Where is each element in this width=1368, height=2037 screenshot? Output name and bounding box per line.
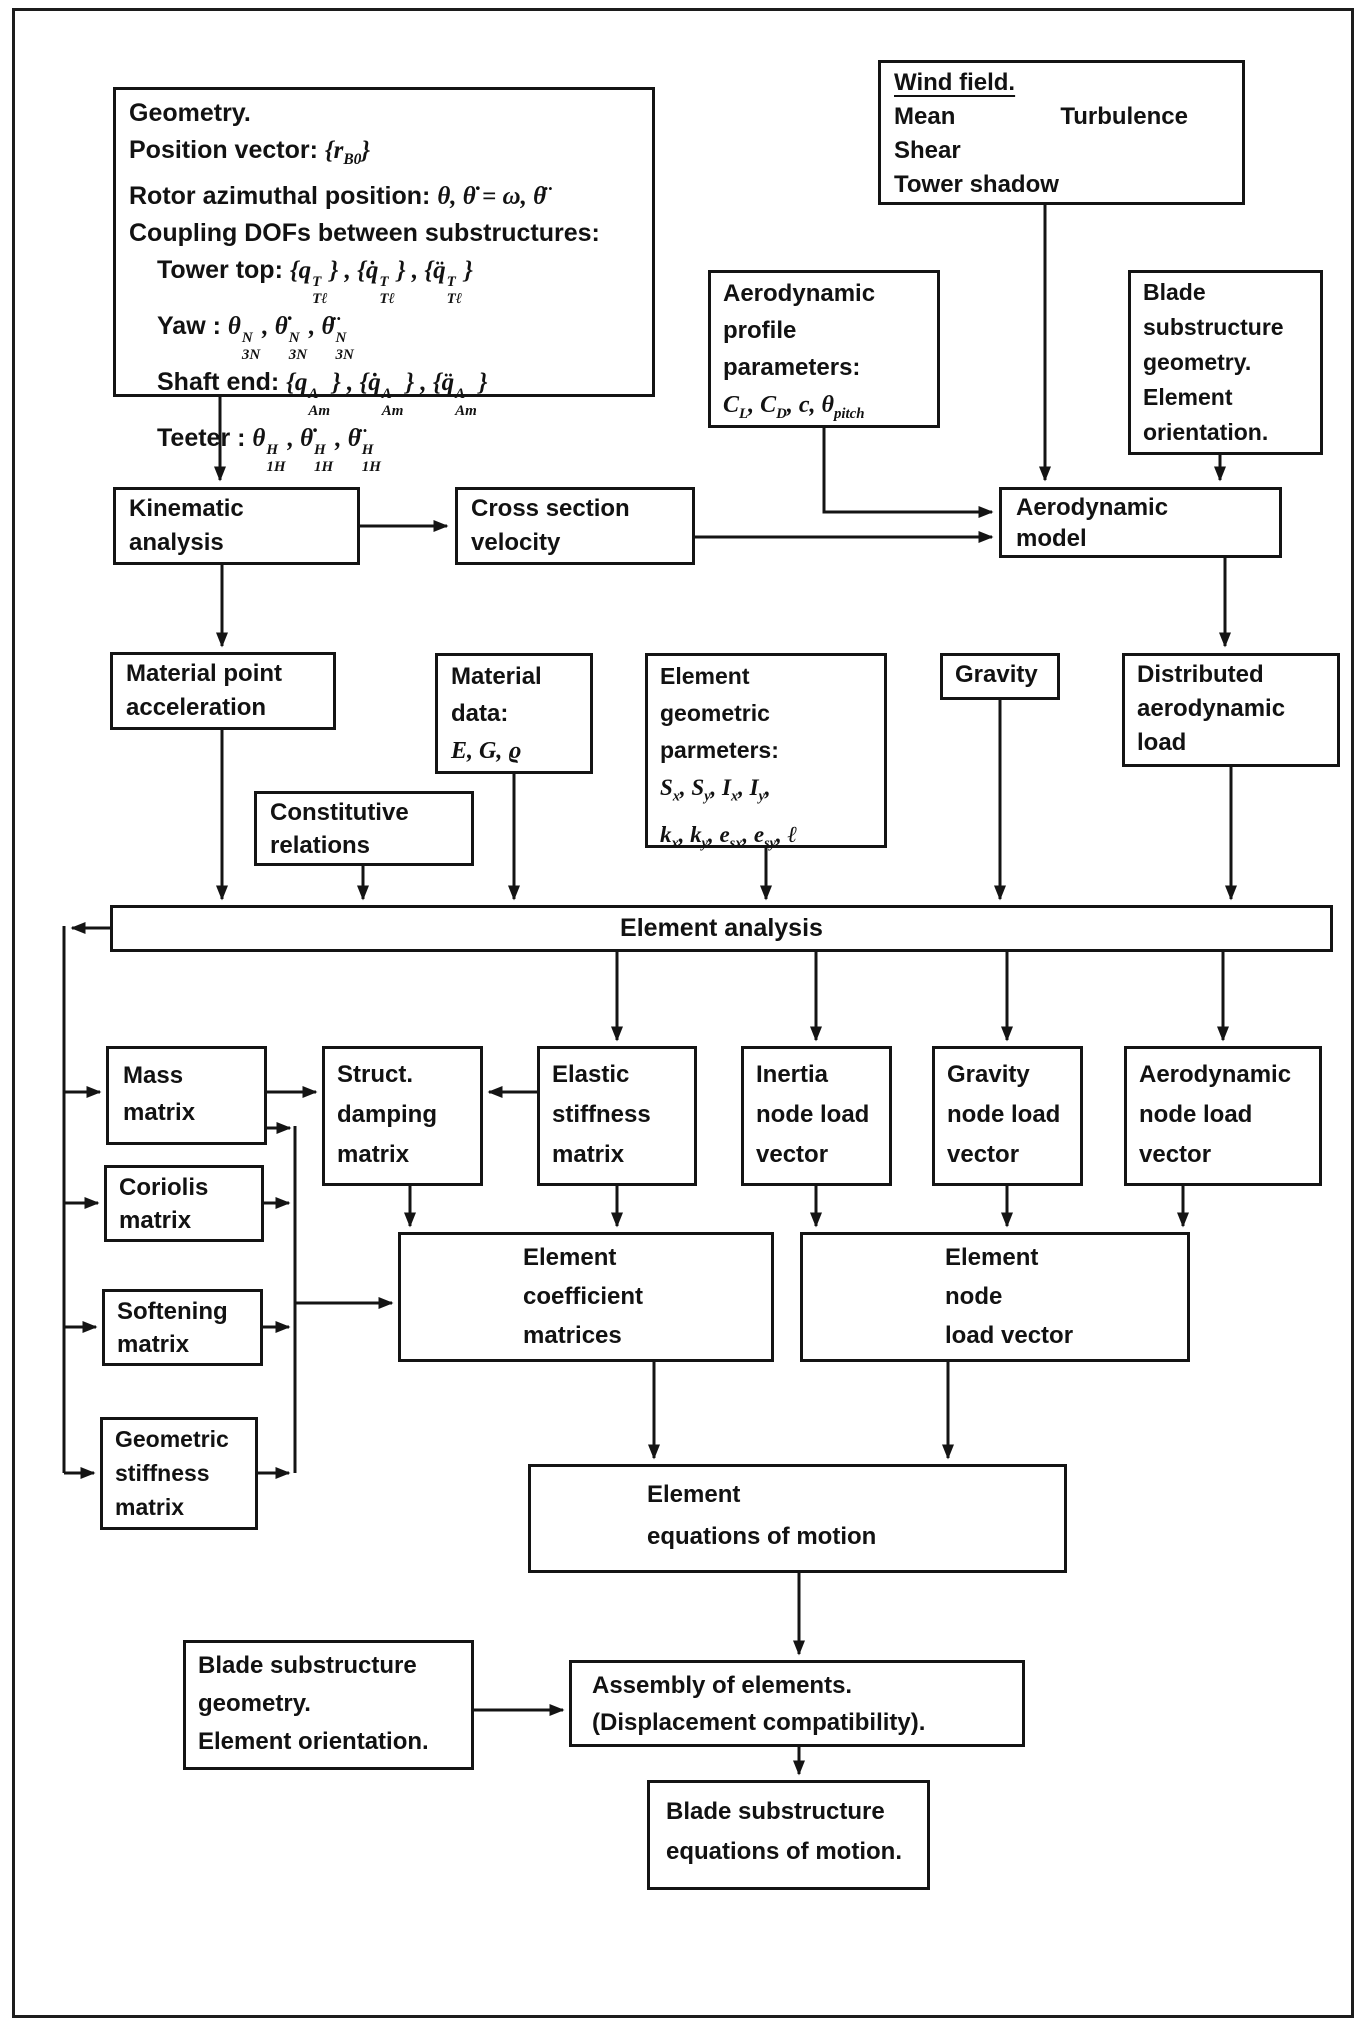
box-kinematic-analysis bbox=[113, 487, 360, 565]
elem-coeff-line: matrices bbox=[523, 1322, 622, 1349]
blade-sub-top-line: Blade bbox=[1143, 279, 1206, 305]
box-constitutive-relations bbox=[254, 791, 474, 866]
gravity-load-line: Gravity bbox=[947, 1061, 1030, 1088]
wind-field-shear: Shear bbox=[894, 137, 961, 164]
assembly-line: Assembly of elements. bbox=[592, 1672, 853, 1699]
struct-damping-line: Struct. bbox=[337, 1061, 414, 1088]
box-element-node-load-vector bbox=[800, 1232, 1190, 1362]
element-geo-line: $S_x$, $S_y$, $I_x$, $I_y$, bbox=[660, 775, 771, 805]
final-line: equations of motion. bbox=[666, 1838, 902, 1865]
elem-coeff-line: coefficient bbox=[523, 1283, 644, 1310]
box-blade-substructure-bottom bbox=[183, 1640, 474, 1770]
struct-damping-line: matrix bbox=[337, 1141, 410, 1168]
material-data-line: data: bbox=[451, 700, 509, 727]
elem-node-load-line: node bbox=[945, 1283, 1003, 1310]
aero-profile-line: parameters: bbox=[723, 354, 861, 381]
box-cross-section-velocity bbox=[455, 487, 695, 565]
wind-field-tower-shadow: Tower shadow bbox=[894, 171, 1059, 198]
geometry-line: Shaft end: {q A Am } , {q̇ A Am } , {q̈ A Am } bbox=[157, 367, 488, 419]
dist-aero-line: load bbox=[1137, 729, 1187, 756]
cross-section-line: velocity bbox=[471, 529, 561, 556]
box-mass-matrix bbox=[106, 1046, 267, 1145]
blade-sub-top-line: geometry. bbox=[1143, 349, 1252, 375]
box-struct-damping-matrix bbox=[322, 1046, 483, 1186]
box-aero-profile bbox=[708, 270, 940, 428]
geometry-line: Position vector: $\{r_{B0}\}$ bbox=[129, 136, 371, 168]
geo-stiffness-line: matrix bbox=[115, 1494, 185, 1520]
box-material-point-acceleration bbox=[110, 652, 336, 730]
box-assembly-of-elements bbox=[569, 1660, 1025, 1747]
geometry-line: Rotor azimuthal position: θ, θ̇ = ω, θ̈ bbox=[129, 182, 547, 210]
aero-model-line: model bbox=[1016, 525, 1087, 552]
dist-aero-line: aerodynamic bbox=[1137, 695, 1286, 722]
mass-line: Mass bbox=[123, 1062, 184, 1089]
material-point-line: acceleration bbox=[126, 694, 267, 721]
struct-damping-line: damping bbox=[337, 1101, 437, 1128]
geometry-line: Geometry. bbox=[129, 99, 251, 127]
coriolis-line: Coriolis bbox=[119, 1174, 209, 1201]
blade-sub-bottom-line: Element orientation. bbox=[198, 1728, 429, 1755]
element-analysis-label: Element analysis bbox=[620, 914, 823, 942]
blade-sub-top-line: Element bbox=[1143, 384, 1233, 410]
box-blade-substructure-top bbox=[1128, 270, 1323, 455]
box-aerodynamic-model bbox=[999, 487, 1282, 558]
inertia-load-line: vector bbox=[756, 1141, 829, 1168]
blade-sub-top-line: orientation. bbox=[1143, 419, 1269, 445]
softening-line: Softening bbox=[117, 1298, 228, 1325]
box-element-equations-of-motion bbox=[528, 1464, 1067, 1573]
cross-section-line: Cross section bbox=[471, 495, 630, 522]
assembly-line: (Displacement compatibility). bbox=[592, 1709, 926, 1736]
box-element-coefficient-matrices bbox=[398, 1232, 774, 1362]
inertia-load-line: Inertia bbox=[756, 1061, 829, 1088]
elem-coeff-line: Element bbox=[523, 1244, 617, 1271]
box-geometric-stiffness-matrix bbox=[100, 1417, 258, 1530]
softening-line: matrix bbox=[117, 1331, 190, 1358]
kinematic-line: analysis bbox=[129, 529, 224, 556]
box-elastic-stiffness-matrix bbox=[537, 1046, 697, 1186]
wind-field-row bbox=[894, 100, 1229, 134]
box-blade-substructure-equations bbox=[647, 1780, 930, 1890]
material-point-line: Material point bbox=[126, 660, 283, 687]
box-aerodynamic-node-load-vector bbox=[1124, 1046, 1322, 1186]
mass-line: matrix bbox=[123, 1099, 196, 1126]
geo-stiffness-line: Geometric bbox=[115, 1426, 229, 1452]
aero-model-line: Aerodynamic bbox=[1016, 494, 1169, 521]
aero-profile-line: profile bbox=[723, 317, 797, 344]
box-geometry bbox=[113, 87, 655, 475]
aero-profile-line: $C_L$, $C_D$, c, $\theta_{pitch}$ bbox=[723, 392, 865, 422]
dist-aero-line: Distributed bbox=[1137, 661, 1264, 688]
geometry-line: Yaw : θ N 3N , θ̇ N 3N , θ̈ N 3N bbox=[157, 311, 354, 363]
box-gravity-node-load-vector bbox=[932, 1046, 1083, 1186]
eeom-line: Element bbox=[647, 1481, 741, 1508]
aero-load-line: Aerodynamic bbox=[1139, 1061, 1292, 1088]
element-geo-line: Element bbox=[660, 663, 750, 689]
elastic-stiffness-line: matrix bbox=[552, 1141, 625, 1168]
material-data-line: Material bbox=[451, 663, 542, 690]
elastic-stiffness-line: Elastic bbox=[552, 1061, 630, 1088]
box-material-data bbox=[435, 653, 593, 774]
geo-stiffness-line: stiffness bbox=[115, 1460, 210, 1486]
box-softening-matrix bbox=[102, 1289, 263, 1366]
blade-sub-bottom-line: geometry. bbox=[198, 1690, 311, 1717]
box-element-geometric-parameters bbox=[645, 653, 887, 852]
elem-node-load-line: load vector bbox=[945, 1322, 1074, 1349]
geometry-line: Teeter : θ H 1H , θ̇ H 1H , θ̈ H 1H bbox=[157, 423, 381, 475]
wind-field-title: Wind field. bbox=[894, 69, 1016, 96]
box-distributed-aerodynamic-load bbox=[1122, 653, 1340, 767]
element-geo-line: geometric bbox=[660, 700, 770, 726]
element-geo-line: $k_x$, $k_y$, $e_{sx}$, $e_{sy}$, ℓ bbox=[660, 821, 798, 852]
aero-load-line: node load bbox=[1139, 1101, 1253, 1128]
box-element-analysis bbox=[110, 905, 1333, 952]
gravity-load-line: node load bbox=[947, 1101, 1061, 1128]
kinematic-line: Kinematic bbox=[129, 495, 244, 522]
element-geo-line: parmeters: bbox=[660, 737, 779, 763]
constitutive-line: relations bbox=[270, 832, 371, 859]
blade-sub-top-line: substructure bbox=[1143, 314, 1284, 340]
constitutive-line: Constitutive bbox=[270, 799, 409, 826]
box-wind-field bbox=[878, 60, 1245, 205]
box-inertia-node-load-vector bbox=[741, 1046, 892, 1186]
material-data-line: E, G, ϱ bbox=[451, 738, 522, 764]
blade-sub-bottom-line: Blade substructure bbox=[198, 1652, 417, 1679]
gravity-load-line: vector bbox=[947, 1141, 1020, 1168]
wind-field-mean: Mean bbox=[894, 103, 956, 130]
box-coriolis-matrix bbox=[104, 1165, 264, 1242]
geometry-line: Coupling DOFs between substructures: bbox=[129, 219, 600, 247]
gravity-line: Gravity bbox=[955, 661, 1038, 688]
final-line: Blade substructure bbox=[666, 1798, 885, 1825]
wind-field-turbulence: Turbulence bbox=[1060, 103, 1188, 130]
elastic-stiffness-line: stiffness bbox=[552, 1101, 651, 1128]
inertia-load-line: node load bbox=[756, 1101, 870, 1128]
eeom-line: equations of motion bbox=[647, 1523, 877, 1550]
coriolis-line: matrix bbox=[119, 1207, 192, 1234]
box-gravity bbox=[940, 653, 1060, 700]
aero-load-line: vector bbox=[1139, 1141, 1212, 1168]
aero-profile-line: Aerodynamic bbox=[723, 280, 876, 307]
elem-node-load-line: Element bbox=[945, 1244, 1039, 1271]
geometry-line: Tower top: {q T Tℓ } , {q̇ T Tℓ } , {q̈ T Tℓ } bbox=[157, 256, 473, 308]
